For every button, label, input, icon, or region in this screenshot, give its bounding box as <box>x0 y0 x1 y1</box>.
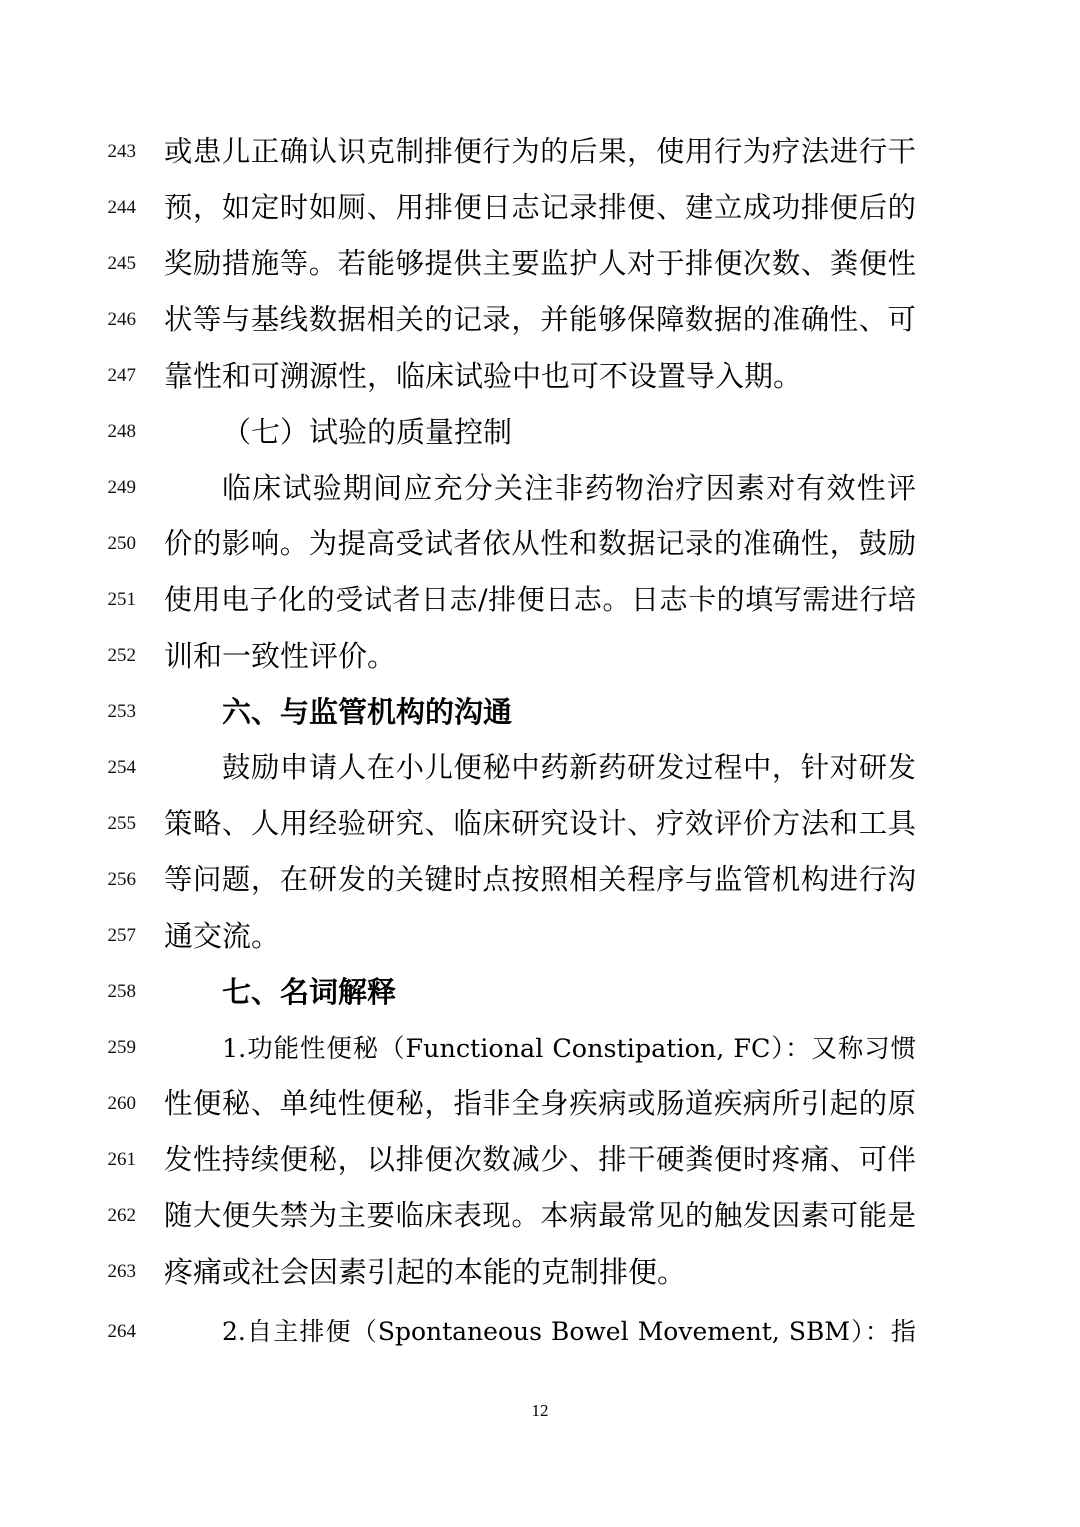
text-line <box>0 1082 1080 1126</box>
text-line <box>0 522 1080 566</box>
line-number: 263 <box>107 1261 136 1282</box>
paragraph-text: 使用电子化的受试者日志/排便日志。日志卡的填写需进行培 <box>164 583 916 616</box>
text-line <box>0 578 1080 622</box>
text-line <box>0 746 1080 790</box>
paragraph-text: 奖励措施等。若能够提供主要监护人对于排便次数、粪便性 <box>164 247 916 280</box>
line-number: 244 <box>107 197 136 218</box>
text-line <box>0 130 1080 174</box>
paragraph-text: 状等与基线数据相关的记录，并能够保障数据的准确性、可 <box>164 303 916 336</box>
text-line <box>0 1138 1080 1182</box>
paragraph-text: 1.功能性便秘（Functional Constipation, FC）：又称习惯 <box>222 1033 916 1063</box>
paragraph-text: 发性持续便秘，以排便次数减少、排干硬粪便时疼痛、可伴 <box>164 1143 916 1176</box>
line-number: 262 <box>107 1205 136 1226</box>
paragraph-text: 临床试验期间应充分关注非药物治疗因素对有效性评 <box>222 471 916 505</box>
paragraph-text: 训和一致性评价。 <box>164 639 397 673</box>
line-number: 255 <box>107 813 136 834</box>
text-line <box>0 1310 1080 1354</box>
text-line <box>0 186 1080 230</box>
text-line <box>0 466 1080 510</box>
line-number: 250 <box>107 533 136 554</box>
line-number: 245 <box>107 253 136 274</box>
text-line <box>0 1250 1080 1294</box>
line-number: 251 <box>107 589 136 610</box>
paragraph-text: 性便秘、单纯性便秘，指非全身疾病或肠道疾病所引起的原 <box>164 1087 916 1120</box>
text-line <box>0 242 1080 286</box>
text-line <box>0 690 1080 734</box>
text-line <box>0 802 1080 846</box>
text-line <box>0 970 1080 1014</box>
paragraph-text: 随大便失禁为主要临床表现。本病最常见的触发因素可能是 <box>164 1199 916 1232</box>
text-line <box>0 354 1080 398</box>
text-line <box>0 914 1080 958</box>
paragraph-text: 价的影响。为提高受试者依从性和数据记录的准确性，鼓励 <box>164 527 916 560</box>
paragraph-text: 等问题，在研发的关键时点按照相关程序与监管机构进行沟 <box>164 863 916 896</box>
line-number: 254 <box>107 757 136 778</box>
text-line <box>0 634 1080 678</box>
text-line <box>0 858 1080 902</box>
paragraph-text: 靠性和可溯源性，临床试验中也可不设置导入期。 <box>164 359 803 393</box>
line-number: 248 <box>107 421 136 442</box>
line-number: 247 <box>107 365 136 386</box>
text-line <box>0 410 1080 454</box>
line-number: 261 <box>107 1149 136 1170</box>
section-heading: 七、名词解释 <box>222 975 397 1009</box>
line-number: 259 <box>107 1037 136 1058</box>
text-line <box>0 1026 1080 1070</box>
line-number: 256 <box>107 869 136 890</box>
text-line <box>0 1194 1080 1238</box>
line-number: 249 <box>107 477 136 498</box>
line-number: 264 <box>107 1321 136 1342</box>
line-number: 246 <box>107 309 136 330</box>
paragraph-text: 预，如定时如厕、用排便日志记录排便、建立成功排便后的 <box>164 191 916 224</box>
line-number: 260 <box>107 1093 136 1114</box>
line-number: 258 <box>107 981 136 1002</box>
page-number: 12 <box>531 1401 549 1420</box>
line-number: 253 <box>107 701 136 722</box>
subsection-heading: （七）试验的质量控制 <box>222 415 513 449</box>
paragraph-text: 通交流。 <box>164 919 281 953</box>
text-line <box>0 298 1080 342</box>
paragraph-text: 策略、人用经验研究、临床研究设计、疗效评价方法和工具 <box>164 807 916 840</box>
paragraph-text: 或患儿正确认识克制排便行为的后果，使用行为疗法进行干 <box>164 135 916 168</box>
paragraph-text: 疼痛或社会因素引起的本能的克制排便。 <box>164 1255 687 1289</box>
line-number: 243 <box>107 141 136 162</box>
line-number: 257 <box>107 925 136 946</box>
paragraph-text: 2.自主排便（Spontaneous Bowel Movement, SBM）：指 <box>222 1317 916 1346</box>
line-number: 252 <box>107 645 136 666</box>
section-heading: 六、与监管机构的沟通 <box>222 695 513 729</box>
paragraph-text: 鼓励申请人在小儿便秘中药新药研发过程中，针对研发 <box>222 751 916 784</box>
